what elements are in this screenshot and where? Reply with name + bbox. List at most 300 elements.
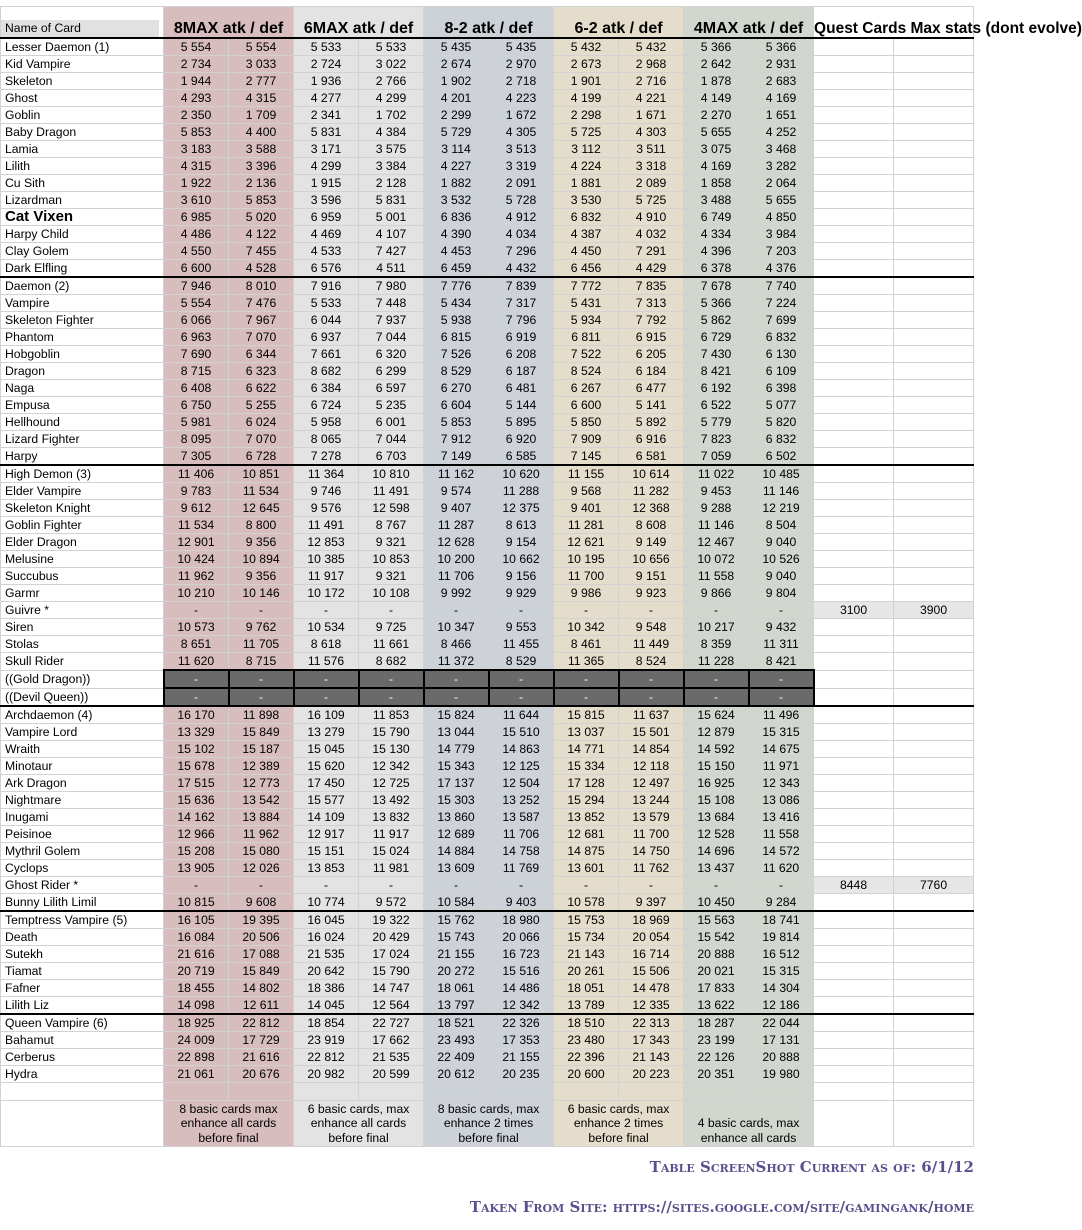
empty-cell (554, 1083, 619, 1101)
card-name: Hellhound (1, 414, 164, 431)
def-value: 11 962 (229, 826, 294, 843)
quest-empty-cell (814, 894, 894, 912)
atk-value: 12 966 (164, 826, 229, 843)
atk-value: 10 195 (554, 551, 619, 568)
table-row (1, 295, 974, 312)
quest-empty-cell (894, 312, 974, 329)
def-value: 15 080 (229, 843, 294, 860)
atk-value: 5 725 (554, 124, 619, 141)
quest-empty-cell (894, 636, 974, 653)
def-value: 12 335 (619, 997, 684, 1015)
atk-value: 4 390 (424, 226, 489, 243)
def-value: 20 066 (489, 929, 554, 946)
def-value: 3 282 (749, 158, 814, 175)
atk-value: 15 678 (164, 758, 229, 775)
atk-value: 7 522 (554, 346, 619, 363)
atk-value: 5 655 (684, 124, 749, 141)
def-value: 17 353 (489, 1032, 554, 1049)
group-header-8max: 8MAX atk / def (164, 7, 294, 39)
atk-value: 7 059 (684, 448, 749, 466)
atk-value: 11 706 (424, 568, 489, 585)
atk-value: 4 299 (294, 158, 359, 175)
card-name: Sutekh (1, 946, 164, 963)
def-value: 19 814 (749, 929, 814, 946)
def-value: 6 915 (619, 329, 684, 346)
table-row (1, 175, 974, 192)
table-row (1, 517, 974, 534)
group-header-4max: 4MAX atk / def (684, 7, 814, 39)
atk-value: 6 724 (294, 397, 359, 414)
def-value: 18 741 (749, 911, 814, 929)
atk-value: - (554, 602, 619, 619)
source-site-caption: Taken From Site: https://sites.google.com/site/gamingank/home (469, 1198, 974, 1216)
def-value: 4 384 (359, 124, 424, 141)
quest-empty-cell (814, 414, 894, 431)
def-value: 4 107 (359, 226, 424, 243)
atk-value: 15 734 (554, 929, 619, 946)
card-name: Lamia (1, 141, 164, 158)
atk-value: 6 811 (554, 329, 619, 346)
table-row (1, 483, 974, 500)
atk-value: 8 095 (164, 431, 229, 448)
atk-value: 6 378 (684, 260, 749, 278)
quest-empty-cell (894, 929, 974, 946)
def-value: - (229, 670, 294, 688)
atk-value: 5 934 (554, 312, 619, 329)
atk-value: 11 364 (294, 465, 359, 483)
atk-value: 7 690 (164, 346, 229, 363)
quest-empty-cell (814, 346, 894, 363)
def-value: 10 894 (229, 551, 294, 568)
def-value: 3 384 (359, 158, 424, 175)
table-row (1, 380, 974, 397)
atk-value: - (424, 670, 489, 688)
atk-value: 5 554 (164, 295, 229, 312)
atk-value: 13 622 (684, 997, 749, 1015)
card-name: ((Gold Dragon)) (1, 670, 164, 688)
atk-value: 15 563 (684, 911, 749, 929)
def-value: 6 320 (359, 346, 424, 363)
atk-value: 5 366 (684, 38, 749, 56)
atk-value: 3 532 (424, 192, 489, 209)
atk-value: 18 051 (554, 980, 619, 997)
def-value: 9 548 (619, 619, 684, 636)
def-value: 11 146 (749, 483, 814, 500)
quest-empty-cell (894, 192, 974, 209)
quest-empty-cell (894, 141, 974, 158)
atk-value: 1 901 (554, 73, 619, 90)
atk-value: 18 510 (554, 1014, 619, 1032)
def-value: 10 810 (359, 465, 424, 483)
def-value: 11 917 (359, 826, 424, 843)
quest-empty-cell (814, 226, 894, 243)
def-value: 22 313 (619, 1014, 684, 1032)
def-value: 22 812 (229, 1014, 294, 1032)
atk-value: 4 169 (684, 158, 749, 175)
def-value: 9 356 (229, 534, 294, 551)
atk-value: 2 299 (424, 107, 489, 124)
atk-value: 7 145 (554, 448, 619, 466)
table-row (1, 980, 974, 997)
def-value: 3 513 (489, 141, 554, 158)
card-name: Empusa (1, 397, 164, 414)
table-row (1, 706, 974, 724)
quest-empty-cell (814, 277, 894, 295)
def-value: 19 322 (359, 911, 424, 929)
def-value: 15 024 (359, 843, 424, 860)
def-value: 12 564 (359, 997, 424, 1015)
card-name: Inugami (1, 809, 164, 826)
atk-value: 13 601 (554, 860, 619, 877)
def-value: 4 850 (749, 209, 814, 226)
quest-empty-cell (814, 843, 894, 860)
atk-value: 8 524 (554, 363, 619, 380)
atk-value: 7 912 (424, 431, 489, 448)
quest-empty-cell (814, 809, 894, 826)
def-value: 1 651 (749, 107, 814, 124)
def-value: - (229, 602, 294, 619)
def-value: 6 919 (489, 329, 554, 346)
atk-value: 11 962 (164, 568, 229, 585)
atk-value: 12 879 (684, 724, 749, 741)
def-value: 6 477 (619, 380, 684, 397)
atk-value: 4 293 (164, 90, 229, 107)
atk-value: 17 833 (684, 980, 749, 997)
atk-value: 8 715 (164, 363, 229, 380)
atk-value: 10 584 (424, 894, 489, 912)
def-value: - (749, 602, 814, 619)
atk-value: 14 162 (164, 809, 229, 826)
quest-empty-cell (894, 741, 974, 758)
def-value: 7 044 (359, 431, 424, 448)
atk-value: 18 521 (424, 1014, 489, 1032)
atk-value: - (684, 877, 749, 894)
atk-value: 11 620 (164, 653, 229, 671)
atk-value: - (424, 877, 489, 894)
def-value: 14 854 (619, 741, 684, 758)
atk-value: 6 729 (684, 329, 749, 346)
atk-value: 7 823 (684, 431, 749, 448)
atk-value: 16 045 (294, 911, 359, 929)
table-row (1, 911, 974, 929)
atk-value: 15 108 (684, 792, 749, 809)
atk-value: 5 366 (684, 295, 749, 312)
def-value: 14 758 (489, 843, 554, 860)
card-name: Minotaur (1, 758, 164, 775)
quest-empty-cell (814, 534, 894, 551)
group-header-6-2: 6-2 atk / def (554, 7, 684, 39)
def-value: 9 321 (359, 568, 424, 585)
table-row (1, 277, 974, 295)
empty-cell (1, 1083, 164, 1101)
empty-cell (814, 1101, 894, 1147)
def-value: 6 597 (359, 380, 424, 397)
def-value: 6 208 (489, 346, 554, 363)
group-note: 6 basic cards, max enhance all cards before final (294, 1101, 424, 1147)
def-value: 9 608 (229, 894, 294, 912)
def-value: 6 109 (749, 363, 814, 380)
def-value: 8 504 (749, 517, 814, 534)
quest-empty-cell (894, 73, 974, 90)
atk-value: 5 850 (554, 414, 619, 431)
atk-value: - (294, 877, 359, 894)
atk-value: 4 450 (554, 243, 619, 260)
atk-value: 9 866 (684, 585, 749, 602)
def-value: 6 205 (619, 346, 684, 363)
table-row (1, 124, 974, 141)
table-row (1, 724, 974, 741)
def-value: 5 020 (229, 209, 294, 226)
def-value: 2 683 (749, 73, 814, 90)
quest-def-value: 7760 (894, 877, 974, 894)
def-value: 15 790 (359, 724, 424, 741)
quest-empty-cell (894, 1032, 974, 1049)
atk-value: 22 409 (424, 1049, 489, 1066)
atk-value: 9 783 (164, 483, 229, 500)
quest-empty-cell (814, 724, 894, 741)
table-row (1, 260, 974, 278)
atk-value: 20 719 (164, 963, 229, 980)
card-name: Garmr (1, 585, 164, 602)
def-value: 2 128 (359, 175, 424, 192)
def-value: 9 762 (229, 619, 294, 636)
atk-value: 6 267 (554, 380, 619, 397)
def-value: - (619, 877, 684, 894)
quest-empty-cell (814, 826, 894, 843)
card-name: Stolas (1, 636, 164, 653)
quest-empty-cell (814, 329, 894, 346)
def-value: 5 141 (619, 397, 684, 414)
def-value: 7 839 (489, 277, 554, 295)
group-note: 8 basic cards, max enhance 2 times before final (424, 1101, 554, 1147)
atk-value: 16 105 (164, 911, 229, 929)
quest-empty-cell (814, 312, 894, 329)
quest-empty-cell (894, 226, 974, 243)
atk-value: 6 604 (424, 397, 489, 414)
def-value: 9 284 (749, 894, 814, 912)
atk-value: 13 609 (424, 860, 489, 877)
def-value: 6 344 (229, 346, 294, 363)
atk-value: 4 387 (554, 226, 619, 243)
def-value: 8 800 (229, 517, 294, 534)
atk-value: 12 621 (554, 534, 619, 551)
quest-empty-cell (814, 38, 894, 56)
table-row (1, 414, 974, 431)
def-value: 15 187 (229, 741, 294, 758)
def-value: 7 313 (619, 295, 684, 312)
atk-value: 15 743 (424, 929, 489, 946)
quest-empty-cell (814, 500, 894, 517)
quest-atk-value: 3100 (814, 602, 894, 619)
atk-value: 2 341 (294, 107, 359, 124)
def-value: 16 714 (619, 946, 684, 963)
atk-value: 20 021 (684, 963, 749, 980)
table-row (1, 448, 974, 466)
def-value: 20 223 (619, 1066, 684, 1083)
quest-empty-cell (894, 843, 974, 860)
def-value: 7 296 (489, 243, 554, 260)
atk-value: 20 261 (554, 963, 619, 980)
empty-cell (229, 1083, 294, 1101)
atk-value: 15 753 (554, 911, 619, 929)
def-value: 22 326 (489, 1014, 554, 1032)
atk-value: 11 228 (684, 653, 749, 671)
atk-value: 15 542 (684, 929, 749, 946)
atk-value: 10 578 (554, 894, 619, 912)
atk-value: 14 696 (684, 843, 749, 860)
def-value: 8 613 (489, 517, 554, 534)
quest-empty-cell (894, 911, 974, 929)
quest-atk-value: 8448 (814, 877, 894, 894)
quest-empty-cell (814, 706, 894, 724)
def-value: 3 575 (359, 141, 424, 158)
def-value: 6 920 (489, 431, 554, 448)
atk-value: 24 009 (164, 1032, 229, 1049)
atk-value: 16 084 (164, 929, 229, 946)
atk-value: 16 925 (684, 775, 749, 792)
atk-value: 11 146 (684, 517, 749, 534)
def-value: 13 587 (489, 809, 554, 826)
def-value: 15 130 (359, 741, 424, 758)
atk-value: - (424, 602, 489, 619)
def-value: 11 971 (749, 758, 814, 775)
empty-cell (424, 1083, 489, 1101)
atk-value: 2 724 (294, 56, 359, 73)
table-row (1, 500, 974, 517)
atk-value: 6 600 (554, 397, 619, 414)
def-value: 7 740 (749, 277, 814, 295)
atk-value: 3 610 (164, 192, 229, 209)
atk-value: 5 432 (554, 38, 619, 56)
def-value: 5 725 (619, 192, 684, 209)
atk-value: 2 270 (684, 107, 749, 124)
def-value: 5 077 (749, 397, 814, 414)
def-value: 7 070 (229, 329, 294, 346)
quest-empty-cell (814, 363, 894, 380)
def-value: 4 315 (229, 90, 294, 107)
def-value: 6 622 (229, 380, 294, 397)
card-name: Phantom (1, 329, 164, 346)
group-note: 6 basic cards, max enhance 2 times before final (554, 1101, 684, 1147)
atk-value: 15 150 (684, 758, 749, 775)
atk-value: - (294, 602, 359, 619)
atk-value: 13 905 (164, 860, 229, 877)
quest-empty-cell (894, 792, 974, 809)
atk-value: 10 200 (424, 551, 489, 568)
def-value: 12 118 (619, 758, 684, 775)
def-value: 7 224 (749, 295, 814, 312)
quest-empty-cell (814, 758, 894, 775)
def-value: 6 581 (619, 448, 684, 466)
def-value: 21 155 (489, 1049, 554, 1066)
atk-value: 15 102 (164, 741, 229, 758)
quest-empty-cell (894, 56, 974, 73)
def-value: 12 645 (229, 500, 294, 517)
atk-value: 12 917 (294, 826, 359, 843)
def-value: 20 429 (359, 929, 424, 946)
def-value: 9 725 (359, 619, 424, 636)
atk-value: 4 533 (294, 243, 359, 260)
atk-value: 5 981 (164, 414, 229, 431)
quest-empty-cell (894, 158, 974, 175)
card-name: Cat Vixen (1, 209, 164, 226)
atk-value: 4 199 (554, 90, 619, 107)
quest-empty-cell (894, 483, 974, 500)
def-value: 4 400 (229, 124, 294, 141)
def-value: 11 853 (359, 706, 424, 724)
def-value: 7 699 (749, 312, 814, 329)
empty-cell (814, 1083, 894, 1101)
atk-value: 6 832 (554, 209, 619, 226)
card-name: Cu Sith (1, 175, 164, 192)
quest-empty-cell (894, 1014, 974, 1032)
quest-empty-cell (894, 363, 974, 380)
def-value: 17 088 (229, 946, 294, 963)
def-value: 9 321 (359, 534, 424, 551)
def-value: 6 481 (489, 380, 554, 397)
atk-value: 20 642 (294, 963, 359, 980)
def-value: 16 512 (749, 946, 814, 963)
def-value: 8 608 (619, 517, 684, 534)
atk-value: 4 315 (164, 158, 229, 175)
def-value: 11 769 (489, 860, 554, 877)
atk-value: 13 329 (164, 724, 229, 741)
card-name: Cerberus (1, 1049, 164, 1066)
def-value: 12 368 (619, 500, 684, 517)
atk-value: 22 126 (684, 1049, 749, 1066)
card-name: Ghost Rider * (1, 877, 164, 894)
atk-value: 9 986 (554, 585, 619, 602)
atk-value: 21 061 (164, 1066, 229, 1083)
atk-value: 8 461 (554, 636, 619, 653)
def-value: 3 588 (229, 141, 294, 158)
def-value: 5 853 (229, 192, 294, 209)
card-stats-table (0, 6, 1082, 1147)
quest-empty-cell (894, 431, 974, 448)
def-value: 4 912 (489, 209, 554, 226)
table-row (1, 209, 974, 226)
atk-value: - (164, 688, 229, 706)
quest-empty-cell (894, 551, 974, 568)
def-value: 2 968 (619, 56, 684, 73)
quest-empty-cell (814, 619, 894, 636)
quest-empty-cell (814, 431, 894, 448)
def-value: 5 831 (359, 192, 424, 209)
empty-cell (684, 1083, 749, 1101)
def-value: 5 001 (359, 209, 424, 226)
card-name: Archdaemon (4) (1, 706, 164, 724)
def-value: 11 705 (229, 636, 294, 653)
atk-value: 22 812 (294, 1049, 359, 1066)
def-value: 4 303 (619, 124, 684, 141)
table-row (1, 226, 974, 243)
atk-value: 15 045 (294, 741, 359, 758)
def-value: 2 718 (489, 73, 554, 90)
quest-empty-cell (814, 946, 894, 963)
card-name: Elder Dragon (1, 534, 164, 551)
quest-empty-cell (894, 1066, 974, 1083)
def-value: 11 288 (489, 483, 554, 500)
card-name: Elder Vampire (1, 483, 164, 500)
def-value: 4 252 (749, 124, 814, 141)
def-value: 6 585 (489, 448, 554, 466)
atk-value: 1 902 (424, 73, 489, 90)
screenshot-date-caption: Table ScreenShot Current as of: 6/1/12 (649, 1158, 974, 1176)
def-value: 18 980 (489, 911, 554, 929)
def-value: 4 223 (489, 90, 554, 107)
atk-value: - (164, 670, 229, 688)
def-value: 14 478 (619, 980, 684, 997)
